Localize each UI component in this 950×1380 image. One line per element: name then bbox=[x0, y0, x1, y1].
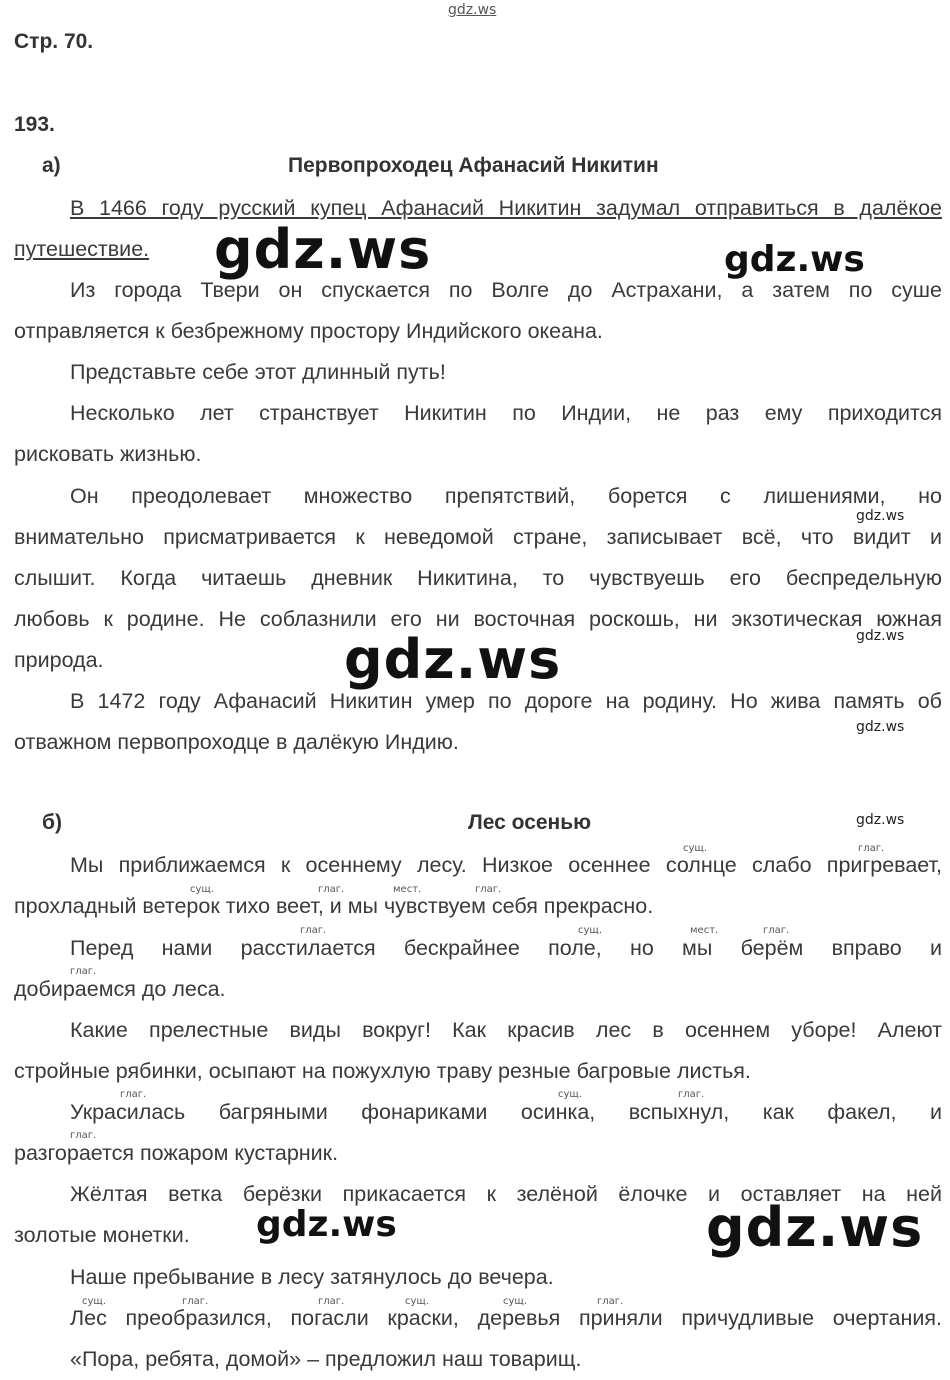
watermark-small: gdz.ws bbox=[856, 719, 905, 735]
part-b-marker: б) bbox=[42, 811, 62, 834]
watermark-small: gdz.ws bbox=[856, 812, 905, 828]
text-line: Из города Твери он спускается по Волге до Астрахани, а затем по суше bbox=[70, 278, 942, 302]
text-line: В 1472 году Афанасий Никитин умер по дороге на родину. Но жива память об bbox=[70, 689, 942, 713]
annotation-noun: сущ. bbox=[405, 1296, 430, 1307]
watermark-large: gdz.ws bbox=[706, 1196, 924, 1259]
annotation-noun: сущ. bbox=[190, 884, 215, 895]
text-line: Лес преобразился, погасли краски, деревья приняли причудливые очертания. bbox=[70, 1306, 942, 1330]
watermark-medium: gdz.ws bbox=[256, 1204, 397, 1245]
text-line: Какие прелестные виды вокруг! Как красив лес в осеннем уборе! Алеют bbox=[70, 1018, 942, 1042]
watermark-top: gdz.ws bbox=[448, 2, 497, 18]
text-line: Представьте себе этот длинный путь! bbox=[70, 360, 446, 384]
annotation-verb: глаг. bbox=[318, 1296, 345, 1307]
annotation-noun: сущ. bbox=[683, 843, 708, 854]
text-line: путешествие. bbox=[14, 237, 150, 261]
annotation-verb: глаг. bbox=[678, 1089, 705, 1100]
text-line: Перед нами расстилается бескрайнее поле, но мы берём вправо и bbox=[70, 936, 942, 960]
annotation-pronoun: мест. bbox=[690, 925, 719, 936]
annotation-verb: глаг. bbox=[70, 1130, 97, 1141]
watermark-large: gdz.ws bbox=[214, 218, 432, 281]
annotation-noun: сущ. bbox=[82, 1296, 107, 1307]
annotation-verb: глаг. bbox=[597, 1296, 624, 1307]
text-line: Наше пребывание в лесу затянулось до вечера. bbox=[70, 1265, 554, 1289]
annotation-pronoun: мест. bbox=[393, 884, 422, 895]
watermark-medium: gdz.ws bbox=[724, 239, 865, 280]
text-line: «Пора, ребята, домой» – предложил наш товарищ. bbox=[70, 1347, 582, 1371]
page-label: Стр. 70. bbox=[14, 30, 94, 53]
annotation-verb: глаг. bbox=[182, 1296, 209, 1307]
text-line: Он преодолевает множество препятствий, борется с лишениями, но bbox=[70, 484, 942, 508]
annotation-verb: глаг. bbox=[300, 925, 327, 936]
text-line: Мы приближаемся к осеннему лесу. Низкое осеннее солнце слабо пригревает, bbox=[70, 853, 942, 877]
text-line: стройные рябинки, осыпают на пожухлую траву резные багровые листья. bbox=[14, 1059, 751, 1083]
annotation-verb: глаг. bbox=[318, 884, 345, 895]
text-line: прохладный ветерок тихо веет, и мы чувствуем себя прекрасно. bbox=[14, 894, 654, 918]
text-line: В 1466 году русский купец Афанасий Никитин задумал отправиться в далёкое bbox=[70, 196, 942, 220]
text-line: Жёлтая ветка берёзки прикасается к зелёной ёлочке и оставляет на ней bbox=[70, 1182, 942, 1206]
annotation-noun: сущ. bbox=[558, 1089, 583, 1100]
watermark-small: gdz.ws bbox=[856, 628, 905, 644]
text-line: отправляется к безбрежному простору Индийского океана. bbox=[14, 319, 603, 343]
annotation-verb: глаг. bbox=[70, 966, 97, 977]
annotation-noun: сущ. bbox=[503, 1296, 528, 1307]
part-a-marker: а) bbox=[42, 154, 61, 177]
text-line: добираемся до леса. bbox=[14, 977, 226, 1001]
part-a-title: Первопроходец Афанасий Никитин bbox=[288, 154, 659, 177]
text-line: Несколько лет странствует Никитин по Индии, не раз ему приходится bbox=[70, 401, 942, 425]
text-line: отважном первопроходце в далёкую Индию. bbox=[14, 730, 459, 754]
text-line: внимательно присматривается к неведомой стране, записывает всё, что видит и bbox=[14, 525, 942, 549]
text-line: любовь к родине. Не соблазнили его ни восточная роскошь, ни экзотическая южная bbox=[14, 607, 942, 631]
text-line: золотые монетки. bbox=[14, 1223, 190, 1247]
text-line: Украсилась багряными фонариками осинка, вспыхнул, как факел, и bbox=[70, 1100, 942, 1124]
watermark-large: gdz.ws bbox=[344, 628, 562, 691]
watermark-small: gdz.ws bbox=[856, 508, 905, 524]
annotation-verb: глаг. bbox=[763, 925, 790, 936]
part-b-title: Лес осенью bbox=[468, 811, 592, 834]
text-line: рисковать жизнью. bbox=[14, 442, 202, 466]
text-line: природа. bbox=[14, 648, 104, 672]
text-line: слышит. Когда читаешь дневник Никитина, то чувствуешь его беспредельную bbox=[14, 566, 942, 590]
annotation-verb: глаг. bbox=[120, 1089, 147, 1100]
annotation-verb: глаг. bbox=[858, 843, 885, 854]
exercise-number: 193. bbox=[14, 113, 55, 136]
text-line: разгорается пожаром кустарник. bbox=[14, 1141, 339, 1165]
annotation-noun: сущ. bbox=[578, 925, 603, 936]
annotation-verb: глаг. bbox=[475, 884, 502, 895]
